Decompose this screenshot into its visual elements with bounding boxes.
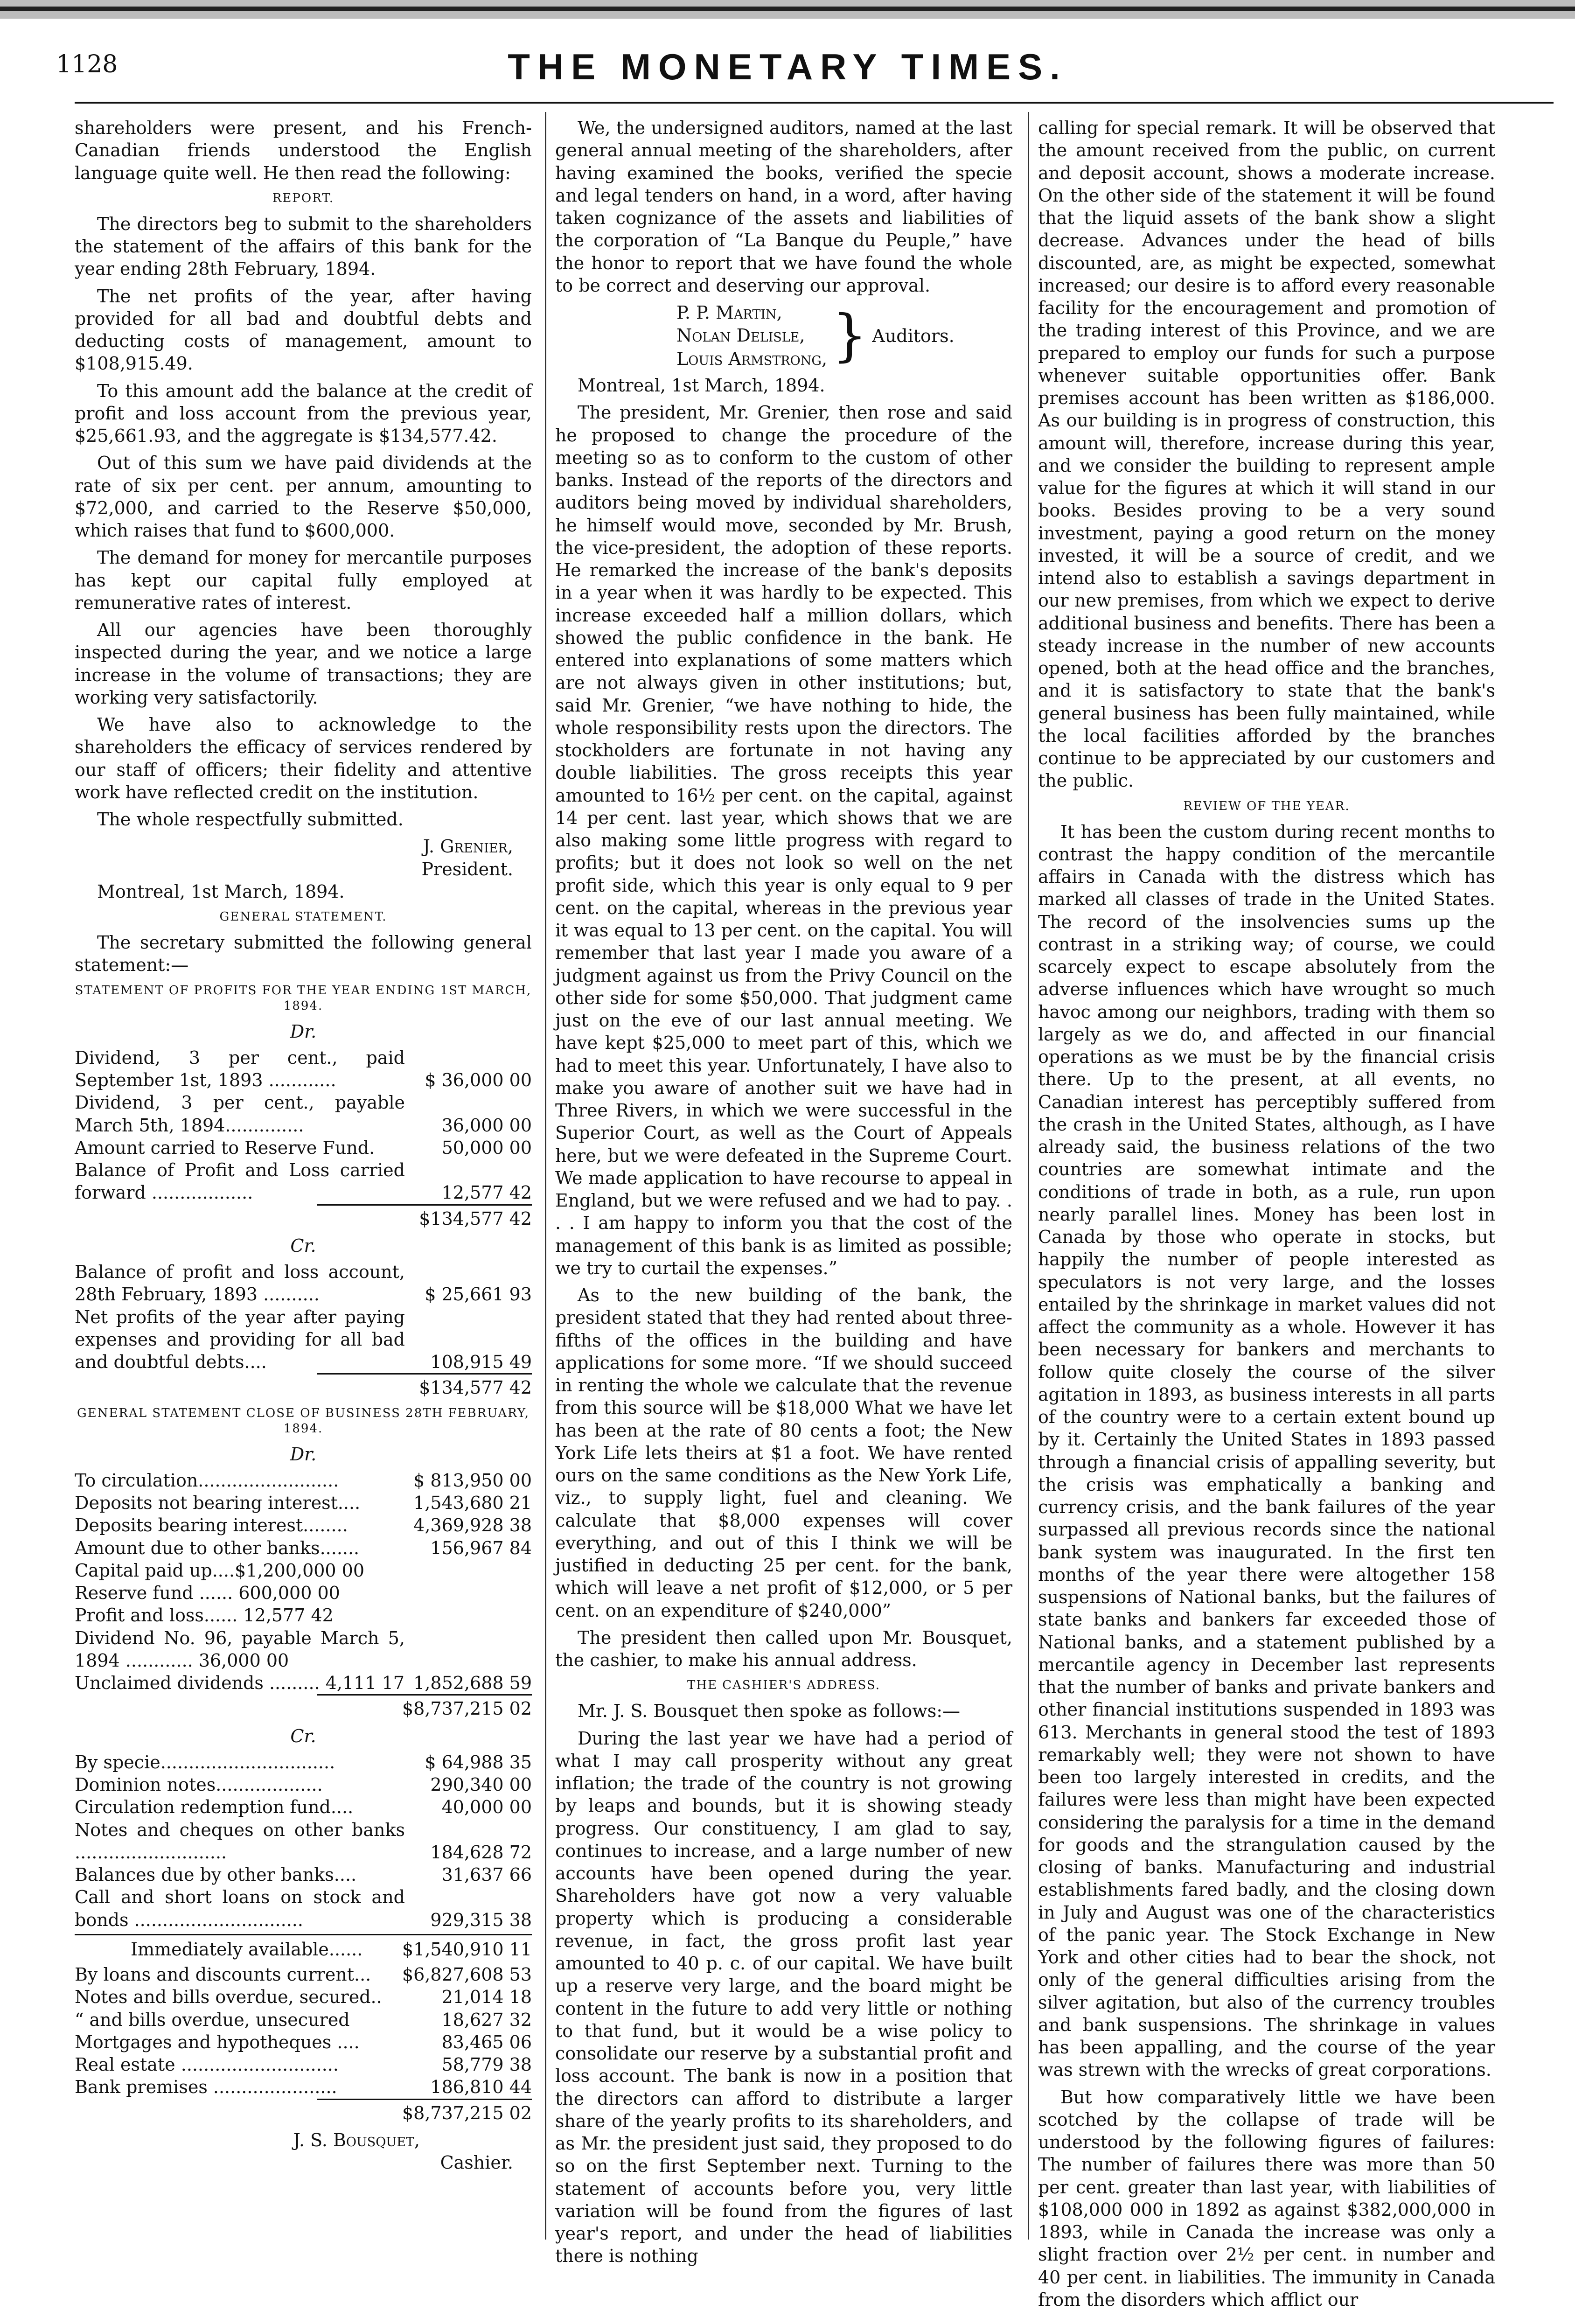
- ledger-row-label: Balances due by other banks....: [75, 1864, 357, 1885]
- header-rule: [75, 102, 1554, 104]
- ledger-row-amount: 36,000 00: [441, 1115, 532, 1136]
- column-divider-1: [545, 112, 546, 2240]
- ledger-row: [75, 1604, 532, 1626]
- body-paragraph: calling for special remark. It will be observed that the amount received from the public, on current and deposit account, shows a moderate increase. On the other side of the statement it will be found that the liquid assets of the bank show a slight decrease. Advances under the head of bills discounted, are, as might be expected, somewhat increased; our desire is to afford every reasonable facility for the encouragement and promotion of the trading interest of this Province, and we are prepared to employ our funds for such a purpose whenever suitable opportunities offer. Bank premises account has been written as $186,000. As our building is in progress of construction, this amount will, therefore, increase during this year, and we consider the building to represent ample value for the figures at which it will stand in our books. Besides proving to be a very sound investment, paying a good return on the money invested, it will be a source of credit, and we intend also to establish a savings department in our new premises, from which we expect to derive additional business and benefits. There has been a steady increase in the number of new accounts opened, both at the head office and the branches, and it is satisfactory to state that the bank's general business has been fully maintained, while the local facilities afforded by the branches continue to be appreciated by our customers and the public.: [1038, 118, 1495, 791]
- ledger-row-label: Unclaimed dividends ......... 4,111 17: [75, 1673, 404, 1694]
- profits-debit-total: $134,577 42: [317, 1204, 532, 1230]
- close-debit-table: [75, 1469, 532, 1559]
- auditors-label: Auditors.: [872, 325, 955, 346]
- profits-statement-heading: STATEMENT OF PROFITS FOR THE YEAR ENDING 1ST MARCH, 1894.: [75, 983, 532, 1013]
- ledger-row-label: Profit and loss...... 12,577 42: [75, 1605, 334, 1626]
- report-paragraph: The directors beg to submit to the shareholders the statement of the affairs of this bank for the year ending 28th February, 1894.: [75, 213, 532, 279]
- auditor-name: P. P. Martin,: [676, 302, 782, 323]
- ledger-row-amount: $ 813,950 00: [413, 1470, 532, 1491]
- ledger-row: [75, 1886, 532, 1931]
- ledger-row: [75, 1469, 532, 1492]
- ledger-row-amount: 108,915 49: [430, 1352, 532, 1373]
- ledger-row-label: Amount due to other banks.......: [75, 1537, 360, 1558]
- close-credit-total: $8,737,215 02: [317, 2099, 532, 2124]
- immediately-available-label: Immediately available......: [131, 1939, 363, 1960]
- ledger-row-label: Notes and cheques on other banks ...........................: [75, 1819, 405, 1863]
- ledger-row-label: Capital paid up....$1,200,000 00: [75, 1560, 365, 1581]
- profits-debit-table: [75, 1047, 532, 1204]
- intro-paragraph: shareholders were present, and his French-Canadian friends understood the English language quite well. He then read the following:: [75, 118, 532, 183]
- ledger-row: [75, 1514, 532, 1536]
- ledger-row-label: Amount carried to Reserve Fund.: [75, 1137, 375, 1158]
- column-2: [555, 117, 1012, 2272]
- page-number: 1128: [56, 50, 118, 78]
- ledger-row-label: To circulation.........................: [75, 1470, 339, 1491]
- ledger-row: [75, 1986, 532, 2008]
- ledger-row: [75, 1091, 532, 1137]
- column-divider-2: [1028, 112, 1029, 2240]
- ledger-row: [75, 1751, 532, 1773]
- ledger-row: [75, 2009, 532, 2031]
- body-paragraph: The president, Mr. Grenier, then rose and said he proposed to change the procedure of the meeting so as to conform to the custom of other banks. Instead of the reports of the directors and auditors being moved by individual shareholders, he himself would move, seconded by Mr. Brush, the vice-president, the adoption of these reports. He remarked the increase of the bank's deposits in a year when it was hardly to be expected. This increase exceeded half a million dollars, which showed the public confidence in the bank. He entered into explanations of some matters which are not always given in other institutions; but, said Mr. Grenier, “we have nothing to hide, the whole responsibility rests upon the directors. The stockholders are fortunate in not having any double liabilities. The gross receipts this year amounted to 16½ per cent. on the capital, against 14 per cent. last year, which shows that we are also making some little progress with regard to profits; but it does not look so well on the net profit side, which this year is only equal to 9 per cent. on the capital, whereas in the previous year it was equal to 13 per cent. on the capital. You will remember that last year I made you aware of a judgment against us from the Privy Council on the other side for some $50,000. That judgment came just on the eve of our last annual meeting. We have kept $25,000 to meet part of this, which we had to meet this year. Unfortunately, I have also to make you aware of another suit we have had in Three Rivers, in which we were successful in the Superior Court, as well as the Court of Appeals here, but we were defeated in the Supreme Court. We made application to have recourse to appeal in England, but we were refused and we had to pay. . . . I am happy to inform you that the cost of the management of this bank is as limited as possible; we try to curtail the expenses.”: [555, 402, 1012, 1278]
- ledger-row-amount: 50,000 00: [441, 1137, 532, 1158]
- ledger-row: [75, 1863, 532, 1886]
- ledger-row-label: By specie...............................: [75, 1752, 335, 1773]
- ledger-row: [75, 1672, 532, 1694]
- ledger-row: [75, 1137, 532, 1159]
- column-1: [75, 117, 532, 2174]
- ledger-row-amount: 18,627 32: [441, 2009, 532, 2030]
- report-paragraph: All our agencies have been thoroughly inspected during the year, and we notice a large increase in the volume of transactions; they are working very satisfactorily.: [75, 620, 532, 708]
- report-heading: REPORT.: [272, 191, 335, 205]
- ledger-row: [75, 2053, 532, 2076]
- ledger-row-amount: 290,340 00: [430, 1774, 532, 1795]
- body-paragraph: The president then called upon Mr. Bousquet, the cashier, to make his annual address.: [555, 1627, 1012, 1671]
- ledger-row: [75, 1796, 532, 1818]
- review-heading: REVIEW OF THE YEAR.: [1183, 799, 1350, 813]
- ledger-row-label: Dominion notes...................: [75, 1774, 323, 1795]
- report-paragraph: The net profits of the year, after having provided for all bad and doubtful debts and deducting costs of management, amount to $108,915.49.: [75, 286, 532, 374]
- ledger-row: [75, 1261, 532, 1306]
- close-debit-total: $8,737,215 02: [317, 1694, 532, 1720]
- ledger-row-label: Mortgages and hypotheques ....: [75, 2031, 360, 2052]
- ledger-row-label: Reserve fund ...... 600,000 00: [75, 1583, 340, 1604]
- ledger-row-amount: $ 36,000 00: [425, 1070, 532, 1091]
- ledger-row-label: Real estate ............................: [75, 2054, 339, 2075]
- ledger-row-amount: $ 64,988 35: [425, 1752, 532, 1773]
- auditors-block: [676, 301, 1012, 370]
- ledger-row: [75, 2031, 532, 2053]
- auditor-names: [676, 301, 827, 370]
- ledger-row-amount: 4,369,928 38: [413, 1515, 532, 1536]
- profits-credit-total: $134,577 42: [317, 1373, 532, 1399]
- credit-label: Cr.: [290, 1725, 316, 1746]
- close-statement-heading: GENERAL STATEMENT CLOSE OF BUSINESS 28TH FEBRUARY, 1894.: [77, 1406, 530, 1436]
- ledger-row-label: Balance of Profit and Loss carried forward ..................: [75, 1160, 405, 1203]
- ledger-row: [75, 1159, 532, 1204]
- report-paragraph: We have also to acknowledge to the shareholders the efficacy of services rendered by our staff of officers; their fidelity and attentive work have reflected credit on the institution.: [75, 714, 532, 803]
- ledger-row-amount: 1,852,688 59: [413, 1673, 532, 1694]
- ledger-row-label: Call and short loans on stock and bonds ..............................: [75, 1887, 405, 1930]
- brace-glyph: }: [832, 303, 868, 369]
- ledger-row: [75, 1819, 532, 1864]
- auditor-name: Nolan Delisle,: [676, 325, 805, 346]
- body-paragraph: During the last year we have had a period of what I may call prosperity without any great inflation; the trade of the country is not growing by leaps and bounds, but it is showing steady progress. Our constituency, I am glad to say, continues to increase, and a large number of new accounts have been opened during the year. Shareholders have got now a very valuable property which is producing a considerable revenue, in fact, the gross profit last year amounted to 40 p. c. of our capital. We have built up a reserve very large, and the board might be content in the future to add very little or nothing to that fund, but it would be a wise policy to consolidate our reserve by a substantial profit and loss account. The bank is now in a position that the directors can afford to distribute a larger share of the yearly profits to its shareholders, and as Mr. the president just said, they proposed to do so on the first September next. Turning to the statement of accounts before you, very little variation will be found from the figures of last year's report, and under the head of liabilities there is nothing: [555, 1728, 1012, 2267]
- ledger-row-amount: 186,810 44: [430, 2077, 532, 2098]
- ledger-row: [75, 1559, 532, 1582]
- president-signature-name: J. Grenier,: [423, 836, 513, 857]
- ledger-row-label: Dividend, 3 per cent., payable March 5th, 1894..............: [75, 1092, 405, 1136]
- ledger-row: [75, 1306, 532, 1374]
- body-paragraph: It has been the custom during recent months to contrast the happy condition of the mercantile affairs in Canada with the distress which has marked all classes of trade in the United States. The record of the insolvencies sums up the contrast in a striking way; of course, we could scarcely expect to escape absolutely from the adverse influences which have wrought so much havoc among our neighbors, trading with them so largely as we do, and affected in our financial operations as we must be by the financial crisis there. Up to the present, at all events, no Canadian interest has perceptibly suffered from the crash in the United States, although, as I have already said, the business relations of the two countries are somewhat intimate and the conditions of trade in both, as a rule, run upon nearly parallel lines. Money has been lost in Canada by those who operate in stocks, but happily the number of people interested as speculators is not very large, and the losses entailed by the shrinkage in market values did not affect the community as a whole. However it has been necessary for bankers and merchants to follow quite closely the course of the silver agitation in 1893, as business interests in all parts of the country were to a certain extent bound up by it. Certainly the United States in 1893 passed through a financial crisis of appalling severity, but the crisis was emphatically a banking and currency crisis, and the bank failures of the year surpassed all previous records since the national bank system was inaugurated. In the first ten months of the year there were altogether 158 suspensions of National banks, but the failures of state banks and bankers far exceeded those of National banks, and a statement published by a mercantile agency in December last represents that the number of banks and private bankers and other financial institutions suspended in 1893 was 613. Merchants in general stood the test of 1893 remarkably well; they were not shown to have been too largely interested in credits, and the failures were less than might have been expected considering the paralysis for a time in the demand for goods and the strangulation caused by the closing of banks. Manufacturing and industrial establishments fared badly, and the closing down in July and August was one of the characteristics of the panic year. The Stock Exchange in New York and other cities had to bear the shock, not only of the general difficulties arising from the silver agitation, but also of the currency troubles and bank suspensions. The shrinkage in values has been appalling, and the course of the year was strewn with the wrecks of great corporations.: [1038, 821, 1495, 2080]
- ledger-row-label: Balance of profit and loss account, 28th February, 1893 ..........: [75, 1262, 405, 1305]
- report-paragraph: The whole respectfully submitted.: [97, 809, 404, 830]
- ledger-row-label: Net profits of the year after paying expenses and providing for all bad and doubtful debts....: [75, 1306, 405, 1373]
- ledger-row-label: Bank premises ......................: [75, 2077, 337, 2098]
- report-paragraph: To this amount add the balance at the credit of profit and loss account from the previous year, $25,661.93, and the aggregate is $134,577.42.: [75, 380, 532, 447]
- ledger-row: [75, 2076, 532, 2098]
- ledger-row-amount: 21,014 18: [441, 1987, 532, 2008]
- ledger-row: [75, 1047, 532, 1092]
- ledger-row: [75, 1627, 532, 1672]
- report-paragraph: The demand for money for mercantile purposes has kept our capital fully employed at remunerative rates of interest.: [75, 547, 532, 613]
- ledger-row-label: Deposits bearing interest........: [75, 1515, 348, 1536]
- ledger-row-label: Deposits not bearing interest....: [75, 1493, 361, 1514]
- general-statement-heading: GENERAL STATEMENT.: [219, 910, 387, 924]
- ledger-row-amount: $ 25,661 93: [425, 1284, 532, 1305]
- immediately-available-row: [75, 1934, 532, 1961]
- general-statement-intro: The secretary submitted the following general statement:—: [75, 932, 532, 976]
- report-place-date: Montreal, 1st March, 1894.: [97, 881, 345, 902]
- cashier-signature-name: J. S. Bousquet,: [293, 2129, 420, 2150]
- ledger-row: [75, 1963, 532, 1986]
- ledger-row-amount: 83,465 06: [441, 2031, 532, 2052]
- auditor-name: Louis Armstrong,: [676, 348, 828, 369]
- ledger-row-amount: 58,779 38: [441, 2054, 532, 2075]
- ledger-row-amount: 31,637 66: [441, 1864, 532, 1885]
- ledger-row-label: “ and bills overdue, unsecured: [75, 2009, 350, 2030]
- auditors-place-date: Montreal, 1st March, 1894.: [578, 375, 825, 396]
- ledger-row-label: Dividend No. 96, payable March 5, 1894 ............ 36,000 00: [75, 1627, 405, 1671]
- ledger-row-label: By loans and discounts current...: [75, 1964, 371, 1985]
- profits-credit-table: [75, 1261, 532, 1373]
- ledger-row: [75, 1537, 532, 1559]
- auditors-report-paragraph: We, the undersigned auditors, named at the last general annual meeting of the shareholders, after having examined the books, verified the specie and legal tenders on hand, in a word, after having taken cognizance of the assets and liabilities of the corporation of “La Banque du Peuple,” have the honor to report that we have found the whole to be correct and deserving our approval.: [555, 118, 1012, 296]
- debit-label: Dr.: [290, 1444, 317, 1465]
- close-credit-table-2: [75, 1963, 532, 2099]
- ledger-row-amount: 929,315 38: [430, 1909, 532, 1930]
- immediately-available-amount: $1,540,910 11: [402, 1939, 532, 1960]
- ledger-row: [75, 1582, 532, 1604]
- body-paragraph: But how comparatively little we have been scotched by the collapse of trade will be understood by the following figures of failures: The number of failures there was more than 50 per cent. greater than last year, with liabilities of $108,000 000 in 1892 as against $382,000,000 in 1893, while in Canada the increase was only a slight fraction over 2½ per cent. in number and 40 per cent. in liabilities. The immunity in Canada from the disorders which afflict our: [1038, 2087, 1495, 2310]
- credit-label: Cr.: [290, 1235, 316, 1256]
- ledger-row: [75, 1492, 532, 1514]
- ledger-row-label: Notes and bills overdue, secured..: [75, 1987, 382, 2008]
- ledger-row-label: Circulation redemption fund....: [75, 1797, 354, 1818]
- report-paragraph: Out of this sum we have paid dividends at the rate of six per cent. per annum, amounting to $72,000, and carried to the Reserve $50,000, which raises that fund to $600,000.: [75, 453, 532, 541]
- ledger-row-amount: 156,967 84: [430, 1537, 532, 1558]
- ledger-row-amount: 1,543,680 21: [413, 1493, 532, 1514]
- close-credit-table: [75, 1751, 532, 1931]
- body-paragraph: As to the new building of the bank, the president stated that they had rented about three-fifths of the offices in the building and have applications for some more. “If we should succeed in renting the whole we calculate that the revenue from this source will be $18,000 What we have let has been at the rate of 80 cents a foot; the New York Life lets theirs at $1 a foot. We have rented ours on the same conditions as the New York Life, viz., to supply light, fuel and cleaning. We calculate that $8,000 expenses will cover everything, and out of this I think we will be justified in deducting 25 per cent. for the bank, which will leave a net profit of $12,000, or 5 per cent. on an expenditure of $240,000”: [555, 1285, 1012, 1621]
- top-border-line: [0, 7, 1575, 11]
- president-signature-title: President.: [421, 858, 513, 879]
- ledger-row: [75, 1773, 532, 1796]
- ledger-row-label: Dividend, 3 per cent., paid September 1st, 1893 ............: [75, 1047, 405, 1091]
- body-paragraph: Mr. J. S. Bousquet then spoke as follows:—: [578, 1701, 961, 1722]
- ledger-row-amount: $6,827,608 53: [402, 1964, 532, 1985]
- ledger-row-amount: 12,577 42: [441, 1182, 532, 1203]
- close-debit-sub-table: [75, 1559, 532, 1695]
- ledger-row-amount: 184,628 72: [430, 1842, 532, 1863]
- debit-label: Dr.: [290, 1021, 317, 1042]
- masthead-title: THE MONETARY TIMES.: [508, 46, 1067, 87]
- cashier-address-heading: THE CASHIER'S ADDRESS.: [687, 1678, 880, 1693]
- cashier-signature-title: Cashier.: [440, 2152, 513, 2173]
- column-3: [1038, 117, 1495, 2316]
- ledger-row-amount: 40,000 00: [441, 1797, 532, 1818]
